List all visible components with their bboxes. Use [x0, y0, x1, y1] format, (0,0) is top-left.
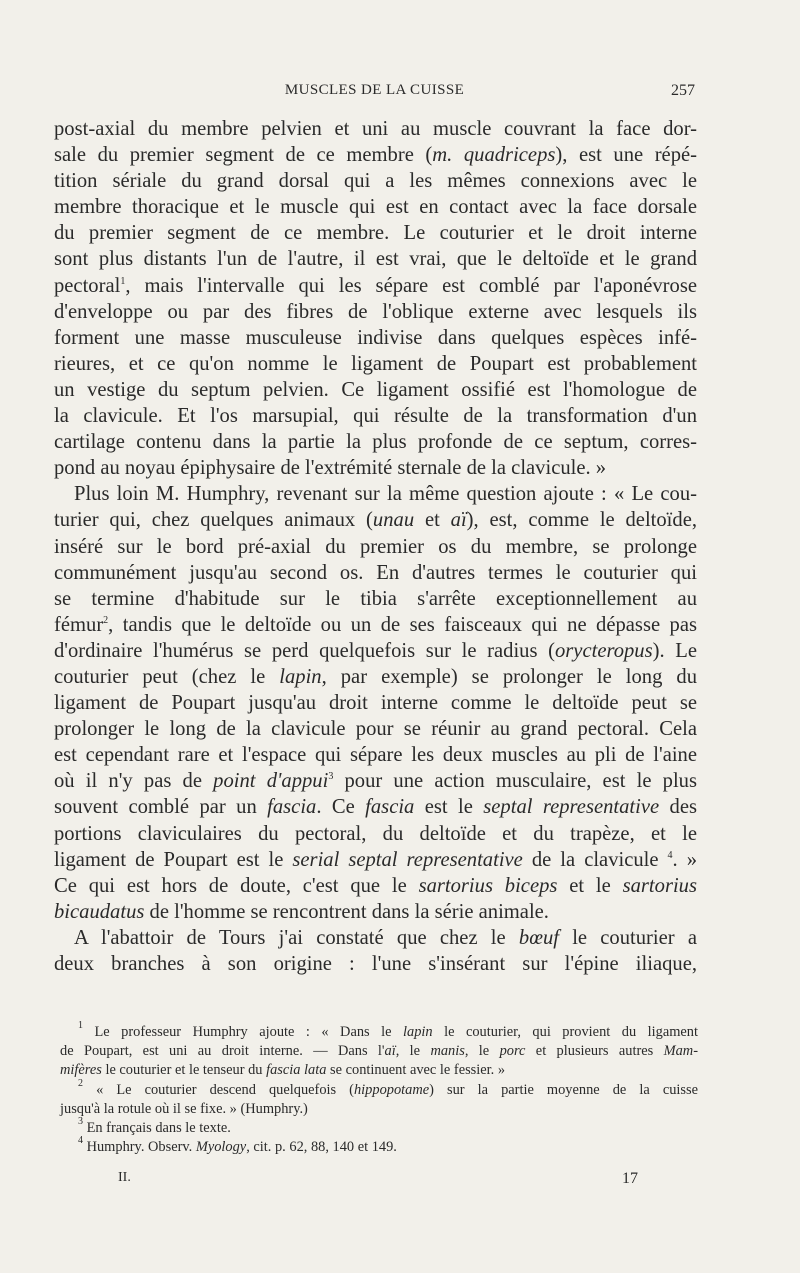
footnotes: [60, 1020, 698, 1157]
text-line: du premier segment de ce membre. Le couturier et le droit interne: [54, 222, 697, 245]
text-line: d'enveloppe ou par des fibres de l'oblique externe avec lesquels ils: [54, 300, 697, 323]
text-line: post-axial du membre pelvien et uni au muscle couvrant la face dor-: [54, 118, 697, 140]
text-line: tition sériale du grand dorsal qui a les mêmes connexions avec le: [54, 170, 697, 193]
text-line: pectoral$^1$, mais l'intervalle qui les sépare est comblé par l'aponévrose: [54, 274, 697, 297]
text-line: inséré sur le bord pré-axial du premier os du membre, se prolonge: [54, 535, 697, 558]
text-line: deux branches à son origine : l'une s'insérant sur l'épine iliaque,: [54, 953, 697, 975]
page-number: 257: [671, 82, 695, 99]
text-line: sont plus distants l'un de l'autre, il est vrai, que le deltoïde et le grand: [54, 248, 697, 271]
running-title: MUSCLES DE LA CUISSE: [284, 82, 465, 98]
body-text: [54, 116, 697, 977]
footnote: $^1$ Le professeur Humphry ajoute : « Dans le lapin le couturier, qui provient du ligament: [78, 1020, 698, 1040]
signature-mark: II.: [118, 1170, 131, 1185]
footnote-line: de Poupart, est uni au droit interne. — Dans l'aï, le manis, le porc et plusieurs autres Mam-: [60, 1043, 698, 1060]
paragraph-start: A l'abattoir de Tours j'ai constaté que chez le bœuf le couturier a: [74, 926, 697, 949]
text-line: un vestige du septum pelvien. Ce ligament ossifié est l'homologue de: [54, 378, 697, 401]
footnote-line: mifères le couturier et le tenseur du fascia lata se continuent avec le fessier. »: [60, 1062, 506, 1079]
text-line: forment une masse musculeuse indivise dans quelques espèces infé-: [54, 326, 697, 349]
text-line: fémur$^2$, tandis que le deltoïde ou un de ses faisceaux qui ne dépasse pas: [54, 613, 697, 636]
text-line: d'ordinaire l'humérus se perd quelquefois sur le radius (orycteropus). Le: [54, 639, 697, 662]
text-line: portions claviculaires du pectoral, du deltoïde et du trapèze, et le: [54, 822, 697, 845]
text-line: communément jusqu'au second os. En d'autres termes le couturier qui: [54, 561, 697, 584]
text-line: pond au noyau épiphysaire de l'extrémité sternale de la clavicule. »: [54, 457, 607, 480]
footnote-line: jusqu'à la rotule où il se fixe. » (Humphry.): [60, 1100, 308, 1117]
footnote: $^3$ En français dans le texte.: [78, 1116, 231, 1137]
footnote: $^4$ Humphry. Observ. Myology, cit. p. 62, 88, 140 et 149.: [78, 1135, 397, 1156]
text-line: couturier peut (chez le lapin, par exemple) se prolonger le long du: [54, 665, 697, 688]
text-line: la clavicule. Et l'os marsupial, qui résulte de la transformation d'un: [54, 405, 697, 428]
text-line: souvent comblé par un fascia. Ce fascia est le septal representative des: [54, 796, 697, 819]
text-line: membre thoracique et le muscle qui est en contact avec la face dorsale: [54, 196, 697, 219]
text-line: cartilage contenu dans la partie la plus profonde de ce septum, corres-: [54, 431, 697, 454]
text-line: où il n'y pas de point d'appui$^3$ pour une action musculaire, est le plus: [54, 770, 697, 793]
text-line: bicaudatus de l'homme se rencontrent dans la série animale.: [54, 900, 549, 923]
text-line: se termine d'habitude sur le tibia s'arrête exceptionnellement au: [54, 587, 697, 610]
paragraph-start: Plus loin M. Humphry, revenant sur la même question ajoute : « Le cou-: [74, 483, 697, 506]
text-line: sale du premier segment de ce membre (m. quadriceps), est une répé-: [54, 144, 697, 167]
footnote-ref: 2: [103, 614, 109, 626]
text-line: est cependant rare et l'espace qui sépare les deux muscles au pli de l'aine: [54, 744, 697, 767]
text-line: turier qui, chez quelques animaux (unau et aï), est, comme le deltoïde,: [54, 509, 697, 532]
signature-number: 17: [622, 1170, 638, 1187]
footnote-ref: 3: [328, 771, 334, 783]
text-line: ligament de Poupart jusqu'au droit interne comme le deltoïde peut se: [54, 692, 697, 715]
text-line: rieures, et ce qu'on nomme le ligament de Poupart est probablement: [54, 352, 697, 375]
footnote: $^2$ « Le couturier descend quelquefois (hippopotame) sur la partie moyenne de la cuisse: [78, 1077, 698, 1098]
running-header: [54, 82, 695, 108]
footnote-ref: 1: [120, 275, 126, 287]
page-footer: [118, 1170, 638, 1190]
text-line: prolonger le long de la clavicule pour se réunir au grand pectoral. Cela: [54, 718, 697, 741]
text-line: Ce qui est hors de doute, c'est que le sartorius biceps et le sartorius: [54, 874, 697, 897]
footnote-ref: 4: [667, 849, 673, 861]
text-line: ligament de Poupart est le serial septal representative de la clavicule $^4$. »: [54, 848, 698, 871]
